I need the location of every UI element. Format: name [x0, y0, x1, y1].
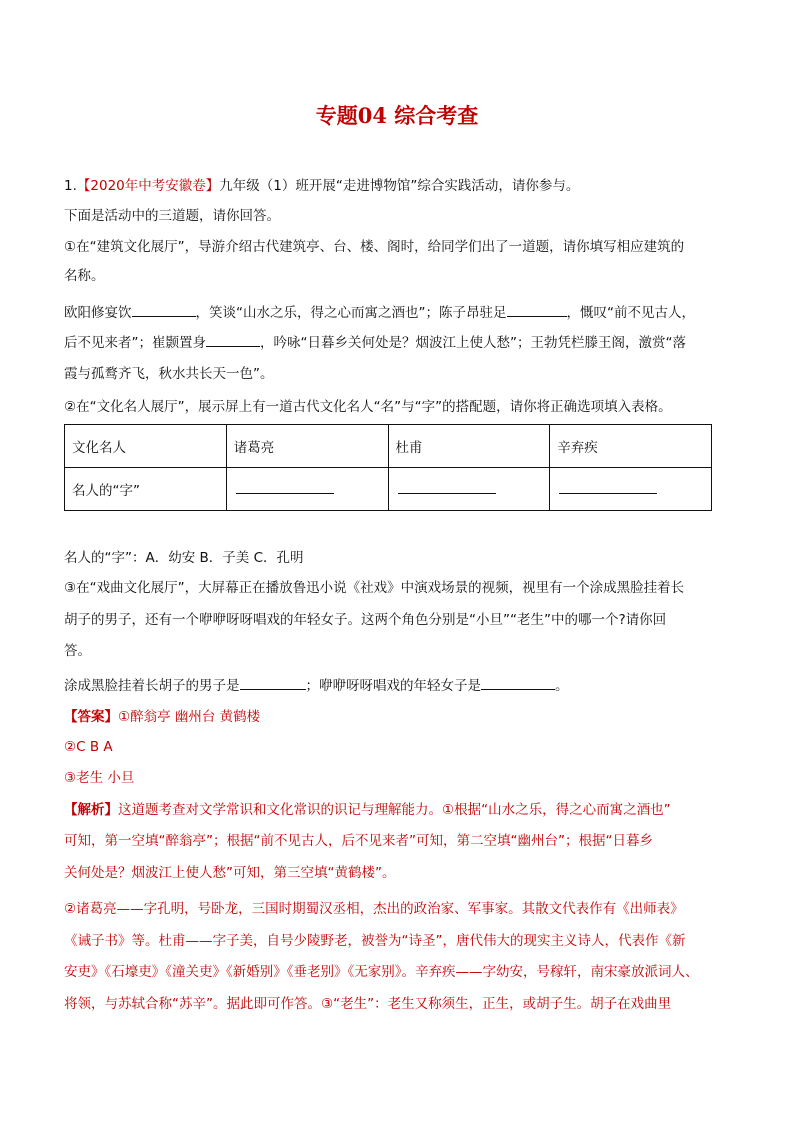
question-stem: 九年级（1）班开展“走进博物馆”综合实践活动，请你参与。 — [219, 178, 580, 194]
name-style-table — [64, 424, 712, 511]
table-header-cell: 杜甫 — [388, 425, 550, 468]
analysis-line1 — [64, 800, 671, 820]
part1-sentence-line1 — [64, 303, 695, 323]
answer-line3: ③老生 小旦 — [64, 770, 135, 786]
table-blank-zhugeliang[interactable] — [236, 481, 334, 494]
part2-options: 名人的“字”：A．幼安 B．子美 C．孔明 — [64, 550, 304, 566]
table-answer-cell — [550, 468, 712, 511]
fill-blank-2[interactable] — [507, 303, 567, 317]
text-segment: 。 — [555, 678, 569, 694]
table-blank-dufu[interactable] — [398, 481, 496, 494]
page-title: 专题04 综合考查 — [315, 103, 479, 128]
analysis-line6: 安吏》《石壕吏》《潼关吏》《新婚别》《垂老别》《无家别》。辛弃疾——字幼安，号稼轩，南宋豪放派词人、 — [64, 964, 699, 980]
answer-line2: ②C B A — [64, 739, 113, 755]
analysis-line7: 将领，与苏轼合称“苏辛”。据此即可作答。③“老生”：老生又称须生，正生，或胡子生。胡子在戏曲里 — [64, 996, 672, 1012]
table-header-cell: 辛弃疾 — [550, 425, 712, 468]
analysis-line5: 《诫子书》等。杜甫——字子美，自号少陵野老，被誉为“诗圣”，唐代伟大的现实主义诗人，代表作《新 — [64, 933, 686, 949]
analysis-tag: 【解析】 — [64, 802, 118, 818]
analysis-line2: 可知，第一空填“醉翁亭”；根据“前不见古人，后不见来者”可知，第二空填“幽州台”；根据“日暮乡 — [64, 833, 653, 849]
part3-line2: 胡子的男子，还有一个咿咿呀呀唱戏的年轻女子。这两个角色分别是“小旦”“老生”中的哪一个?请你回 — [64, 612, 667, 628]
fill-blank-3[interactable] — [206, 333, 260, 347]
table-answer-cell — [226, 468, 388, 511]
analysis-line3: 关何处是？烟波江上使人愁”可知，第三空填“黄鹤楼”。 — [64, 865, 396, 881]
question-header — [64, 176, 579, 196]
part3-line3: 答。 — [64, 643, 91, 659]
text-segment: ，吟咏“日暮乡关何处是？烟波江上使人愁”；王勃凭栏滕王阁，激赏“落 — [260, 335, 686, 351]
table-row — [65, 468, 712, 511]
part1-sentence-line2 — [64, 333, 686, 353]
question-intro: 下面是活动中的三道题，请你回答。 — [64, 208, 280, 224]
table-row — [65, 425, 712, 468]
table-row-label: 名人的“字” — [65, 468, 227, 511]
answer-line1 — [64, 707, 260, 727]
answer-text: ①醉翁亭 幽州台 黄鹤楼 — [118, 709, 261, 725]
text-segment: 欧阳修宴饮 — [64, 305, 132, 321]
fill-blank-1[interactable] — [132, 303, 196, 317]
analysis-text: 这道题考查对文学常识和文化常识的识记与理解能力。①根据“山水之乐，得之心而寓之酒也” — [118, 802, 671, 818]
analysis-line4: ②诸葛亮——字孔明，号卧龙，三国时期蜀汉丞相，杰出的政治家、军事家。其散文代表作有《出师表》 — [64, 901, 684, 917]
part3-line1: ③在“戏曲文化展厅”，大屏幕正在播放鲁迅小说《社戏》中演戏场景的视频，视里有一个涂成黑脸挂着长 — [64, 580, 685, 596]
text-segment: ，慨叹“前不见古人， — [566, 305, 695, 321]
part1-instruction-line2: 名称。 — [64, 268, 105, 284]
text-segment: 涂成黑脸挂着长胡子的男子是 — [64, 678, 240, 694]
fill-blank-role-2[interactable] — [481, 676, 555, 690]
table-answer-cell — [388, 468, 550, 511]
part1-instruction-line1: ①在“建筑文化展厅”，导游介绍古代建筑亭、台、楼、阁时，给同学们出了一道题，请你填写相应建筑的 — [64, 239, 685, 255]
answer-tag: 【答案】 — [64, 709, 118, 725]
question-source: 【2020年中考安徽卷】 — [76, 178, 220, 194]
fill-blank-role-1[interactable] — [240, 676, 306, 690]
part1-sentence-line3: 霞与孤鹜齐飞，秋水共长天一色”。 — [64, 366, 274, 382]
part3-fill-line — [64, 676, 569, 696]
table-blank-xinqiji[interactable] — [559, 481, 657, 494]
part2-instruction: ②在“文化名人展厅”，展示屏上有一道古代文化名人“名”与“字”的搭配题，请你将正确选项填入表格。 — [64, 399, 672, 415]
table-header-cell: 诸葛亮 — [226, 425, 388, 468]
text-segment: ；咿咿呀呀唱戏的年轻女子是 — [305, 678, 481, 694]
question-number: 1. — [64, 178, 77, 194]
text-segment: ，笑谈“山水之乐，得之心而寓之酒也”；陈子昂驻足 — [195, 305, 507, 321]
text-segment: 后不见来者”；崔颢置身 — [64, 335, 206, 351]
table-header-cell: 文化名人 — [65, 425, 227, 468]
